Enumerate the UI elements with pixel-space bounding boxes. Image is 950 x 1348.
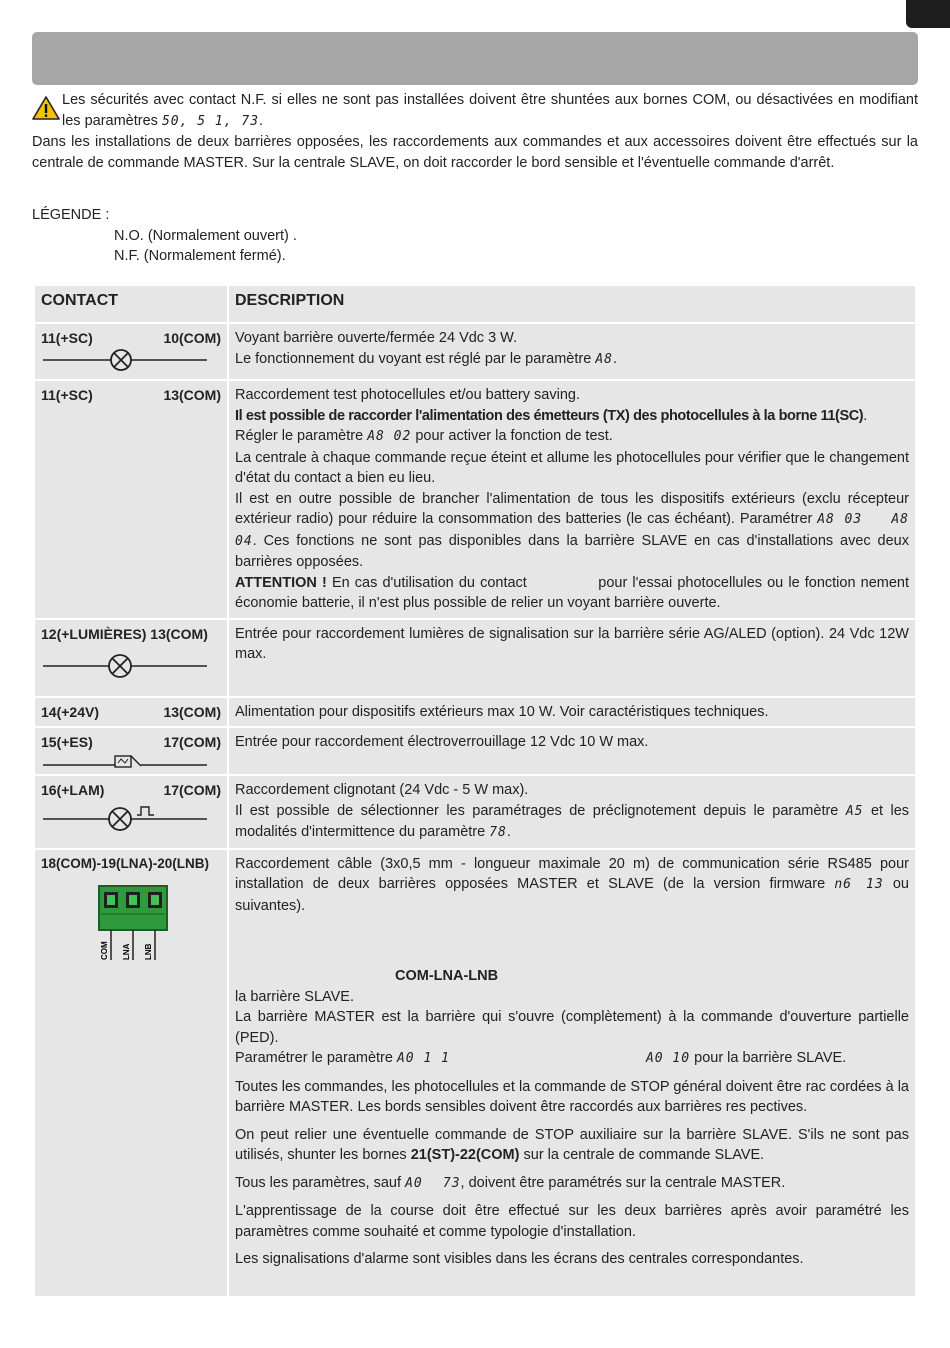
legend-item-no: N.O. (Normalement ouvert) . <box>114 227 297 244</box>
terminal-block-icon <box>97 884 221 964</box>
description-cell: Raccordement câble (3x0,5 mm - longueur maximale 20 m) de communication série RS485 pour installation de deux barrières opposées MASTER et SLAVE (de la version firmware n6 13 ou suivantes). COM-LNA-LNB la barrière SLAVE. La barrière MASTER est la barrière qui s'ouvre (complètement) à la commande d'ouverture partielle (PED). Paramétrer le paramètre A0 1 1 A0 10 pour la barrière SLAVE. Toutes les commandes, les photocellules et la commande de STOP général doivent être rac cordées à la barrière MASTER. Les bords sensibles doivent être raccordés aux barrières res pectives. On peut relier une éventuelle commande de STOP auxiliaire sur la barrière SLAVE. S'ils ne sont pas utilisés, shunter les bornes 21(ST)-22(COM) sur la centrale de commande SLAVE. Tous les paramètres, sauf A0 73, doivent être paramétrés sur la centrale MASTER. L'apprentissage de la course doit être effectué sur les deux barrières après avoir paramétré les paramètres comme souhaité et comme typologie d'installation. Les signalisations d'alarme sont visibles dans les écrans des centrales correspondantes. <box>228 849 916 1297</box>
contacts-table <box>33 284 917 1298</box>
description-cell: Entrée pour raccordement lumières de signalisation sur la barrière série AG/ALED (option). 24 Vdc 12W max. <box>228 619 916 697</box>
electrolock-symbol-icon <box>41 753 221 769</box>
table-row <box>34 775 916 849</box>
description-cell: Voyant barrière ouverte/fermée 24 Vdc 3 W. Le fonctionnement du voyant est réglé par le paramètre A8. <box>228 323 916 380</box>
contact-cell: 14(+24V) 13(COM) <box>34 697 228 728</box>
table-header-row <box>34 285 916 323</box>
intro-paragraph: Dans les installations de deux barrières opposées, les raccordements aux commandes et aux accessoires doivent être effectués sur la centrale de commande MASTER. Sur la centrale SLAVE, on doit raccorder le bord sensible et l'éventuelle commande d'arrêt. <box>32 134 918 171</box>
legend-title: LÉGENDE : <box>32 207 110 223</box>
header-description: DESCRIPTION <box>228 285 916 323</box>
terminal-label-lnb: LNB <box>144 943 153 960</box>
header-contact: CONTACT <box>34 285 228 323</box>
table-row <box>34 849 916 1297</box>
lamp-symbol-icon <box>41 349 221 371</box>
legend <box>32 205 297 267</box>
contact-cell: 16(+LAM) 17(COM) <box>34 775 228 849</box>
legend-item-nf: N.F. (Normalement fermé). <box>114 248 286 264</box>
section-header-banner <box>32 32 918 85</box>
terminal-label-com: COM <box>100 941 109 960</box>
description-cell: Raccordement clignotant (24 Vdc - 5 W max). Il est possible de sélectionner les paramétrages de préclignotement depuis le paramètre A5 et les modalités d'intermittence du paramètre 78. <box>228 775 916 849</box>
table-row <box>34 619 916 697</box>
contact-cell: 18(COM)-19(LNA)-20(LNB) COM LNA LNB <box>34 849 228 1297</box>
contact-cell: 11(+SC) 10(COM) <box>34 323 228 380</box>
warning-line <box>32 90 918 132</box>
table-row <box>34 697 916 728</box>
contact-cell: 15(+ES) 17(COM) <box>34 727 228 775</box>
warning-triangle-icon <box>32 96 62 132</box>
page-tab-marker <box>906 0 950 28</box>
contact-cell: 11(+SC) 13(COM) <box>34 380 228 619</box>
warning-text: Les sécurités avec contact N.F. si elles ne sont pas installées doivent être shuntées aux bornes COM, ou désactivées en modifiant les paramètres 50, 5 1, 73. <box>62 92 918 129</box>
table-row <box>34 323 916 380</box>
description-cell: Alimentation pour dispositifs extérieurs max 10 W. Voir caractéristiques techniques. <box>228 697 916 728</box>
description-cell: Entrée pour raccordement électroverrouillage 12 Vdc 10 W max. <box>228 727 916 775</box>
table-row <box>34 380 916 619</box>
lamp-symbol-icon <box>41 654 221 678</box>
intro-section <box>32 90 918 173</box>
contact-cell: 12(+LUMIÈRES) 13(COM) <box>34 619 228 697</box>
terminal-label-lna: LNA <box>122 943 131 960</box>
description-cell: Raccordement test photocellules et/ou battery saving. Il est possible de raccorder l'alimentation des émetteurs (TX) des photocellules à la borne 11(SC). Régler le paramètre A8 02 pour activer la fonction de test. La centrale à chaque commande reçue éteint et allume les photocellules pour vérifier que le changement d'état du contact a bien eu lieu. Il est en outre possible de brancher l'alimentation de tous les dispositifs extérieurs (exclu récepteur extérieur radio) pour réduire la consommation des batteries (le cas échéant). Paramétrer A8 03 A8 04. Ces fonctions ne sont pas disponibles dans la barrière SLAVE en cas d'installations avec deux barrières opposées. ATTENTION ! En cas d'utilisation du contact pour l'essai photocellules ou le fonction nement économie batterie, il n'est plus possible de relier un voyant barrière ouverte. <box>228 380 916 619</box>
table-row <box>34 727 916 775</box>
flashing-lamp-symbol-icon <box>41 805 221 831</box>
